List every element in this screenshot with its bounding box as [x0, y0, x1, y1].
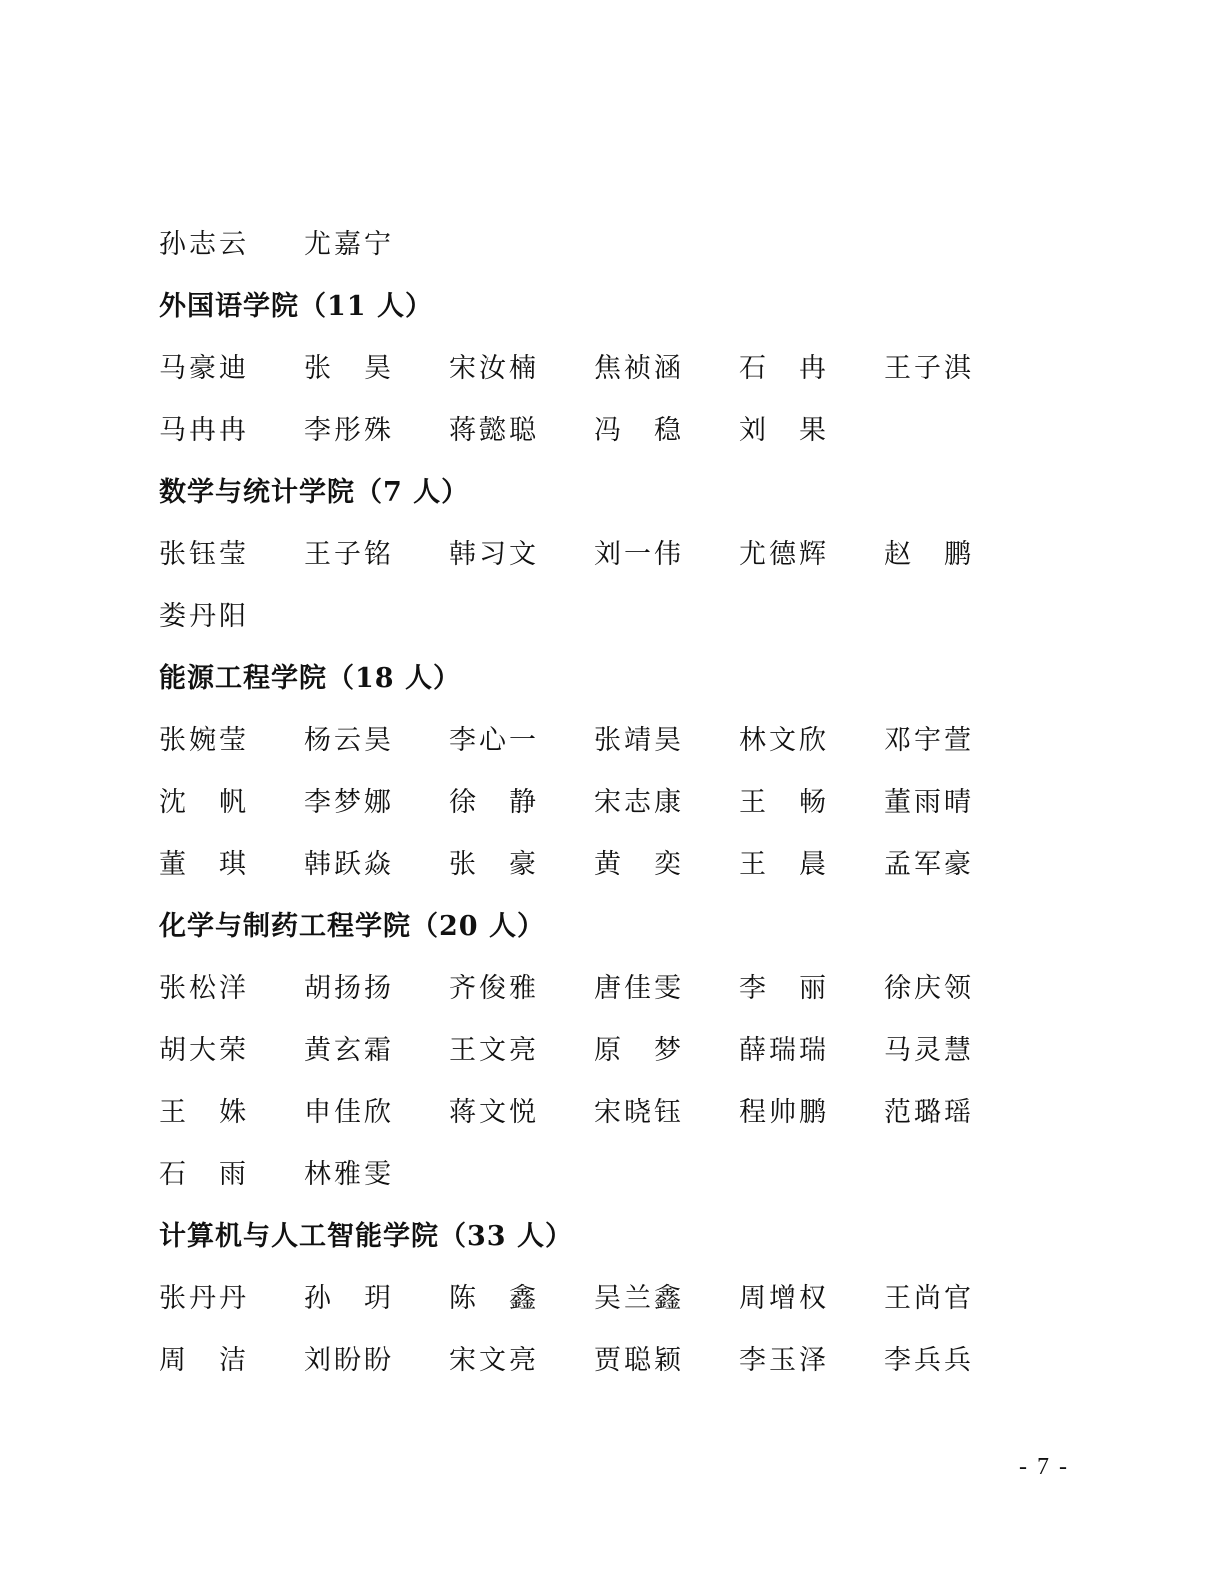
student-name: 贾聪颖	[594, 1344, 684, 1376]
student-name: 王子淇	[884, 352, 974, 384]
student-name: 尤嘉宁	[304, 228, 394, 260]
name-row	[159, 396, 1059, 458]
student-name: 张 昊	[304, 352, 394, 384]
college-heading: 计算机与人工智能学院（33 人）	[159, 1220, 573, 1252]
student-name: 徐庆领	[884, 972, 974, 1004]
name-row	[159, 830, 1059, 892]
name-row	[159, 1078, 1059, 1140]
student-name: 沈 帆	[159, 786, 249, 818]
name-row	[159, 1016, 1059, 1078]
college-heading: 外国语学院（11 人）	[159, 290, 433, 322]
student-name: 孙 玥	[304, 1282, 394, 1314]
student-name: 王子铭	[304, 538, 394, 570]
student-name: 孟军豪	[884, 848, 974, 880]
student-name: 张松洋	[159, 972, 249, 1004]
student-name: 宋汝楠	[449, 352, 539, 384]
student-name: 王文亮	[449, 1034, 539, 1066]
student-name: 马冉冉	[159, 414, 249, 446]
student-name: 陈 鑫	[449, 1282, 539, 1314]
student-name: 王尚官	[884, 1282, 974, 1314]
college-heading: 能源工程学院（18 人）	[159, 662, 461, 694]
name-list	[159, 210, 1059, 1388]
student-name: 张钰莹	[159, 538, 249, 570]
college-heading: 化学与制药工程学院（20 人）	[159, 910, 545, 942]
student-name: 程帅鹏	[739, 1096, 829, 1128]
student-name: 蒋文悦	[449, 1096, 539, 1128]
student-name: 董 琪	[159, 848, 249, 880]
student-name: 石 冉	[739, 352, 829, 384]
student-name: 张丹丹	[159, 1282, 249, 1314]
student-name: 李兵兵	[884, 1344, 974, 1376]
name-row	[159, 954, 1059, 1016]
student-name: 李玉泽	[739, 1344, 829, 1376]
name-row	[159, 706, 1059, 768]
student-name: 孙志云	[159, 228, 249, 260]
student-name: 杨云昊	[304, 724, 394, 756]
student-name: 王 姝	[159, 1096, 249, 1128]
student-name: 黄玄霜	[304, 1034, 394, 1066]
student-name: 李 丽	[739, 972, 829, 1004]
student-name: 马灵慧	[884, 1034, 974, 1066]
student-name: 刘一伟	[594, 538, 684, 570]
name-row	[159, 1140, 1059, 1202]
student-name: 张靖昊	[594, 724, 684, 756]
student-name: 申佳欣	[304, 1096, 394, 1128]
student-name: 宋晓钰	[594, 1096, 684, 1128]
student-name: 齐俊雅	[449, 972, 539, 1004]
student-name: 宋志康	[594, 786, 684, 818]
student-name: 宋文亮	[449, 1344, 539, 1376]
student-name: 蒋懿聪	[449, 414, 539, 446]
student-name: 娄丹阳	[159, 600, 249, 632]
name-row	[159, 1264, 1059, 1326]
student-name: 胡大荣	[159, 1034, 249, 1066]
student-name: 李彤殊	[304, 414, 394, 446]
student-name: 刘 果	[739, 414, 829, 446]
student-name: 马豪迪	[159, 352, 249, 384]
student-name: 薛瑞瑞	[739, 1034, 829, 1066]
student-name: 李心一	[449, 724, 539, 756]
name-row	[159, 768, 1059, 830]
student-name: 焦祯涵	[594, 352, 684, 384]
name-row	[159, 520, 1059, 582]
student-name: 张 豪	[449, 848, 539, 880]
student-name: 赵 鹏	[884, 538, 974, 570]
name-row	[159, 334, 1059, 396]
page-number: - 7 -	[1019, 1454, 1069, 1480]
student-name: 胡扬扬	[304, 972, 394, 1004]
student-name: 韩跃焱	[304, 848, 394, 880]
student-name: 韩习文	[449, 538, 539, 570]
student-name: 范璐瑶	[884, 1096, 974, 1128]
student-name: 石 雨	[159, 1158, 249, 1190]
student-name: 李梦娜	[304, 786, 394, 818]
student-name: 原 梦	[594, 1034, 684, 1066]
student-name: 黄 奕	[594, 848, 684, 880]
student-name: 尤德辉	[739, 538, 829, 570]
student-name: 邓宇萱	[884, 724, 974, 756]
student-name: 周增权	[739, 1282, 829, 1314]
student-name: 徐 静	[449, 786, 539, 818]
student-name: 王 畅	[739, 786, 829, 818]
student-name: 林文欣	[739, 724, 829, 756]
name-row	[159, 210, 1059, 272]
student-name: 林雅雯	[304, 1158, 394, 1190]
student-name: 唐佳雯	[594, 972, 684, 1004]
name-row	[159, 582, 1059, 644]
student-name: 冯 稳	[594, 414, 684, 446]
college-heading: 数学与统计学院（7 人）	[159, 476, 470, 508]
student-name: 吴兰鑫	[594, 1282, 684, 1314]
student-name: 刘盼盼	[304, 1344, 394, 1376]
name-row	[159, 1326, 1059, 1388]
student-name: 周 洁	[159, 1344, 249, 1376]
student-name: 王 晨	[739, 848, 829, 880]
student-name: 董雨晴	[884, 786, 974, 818]
student-name: 张婉莹	[159, 724, 249, 756]
